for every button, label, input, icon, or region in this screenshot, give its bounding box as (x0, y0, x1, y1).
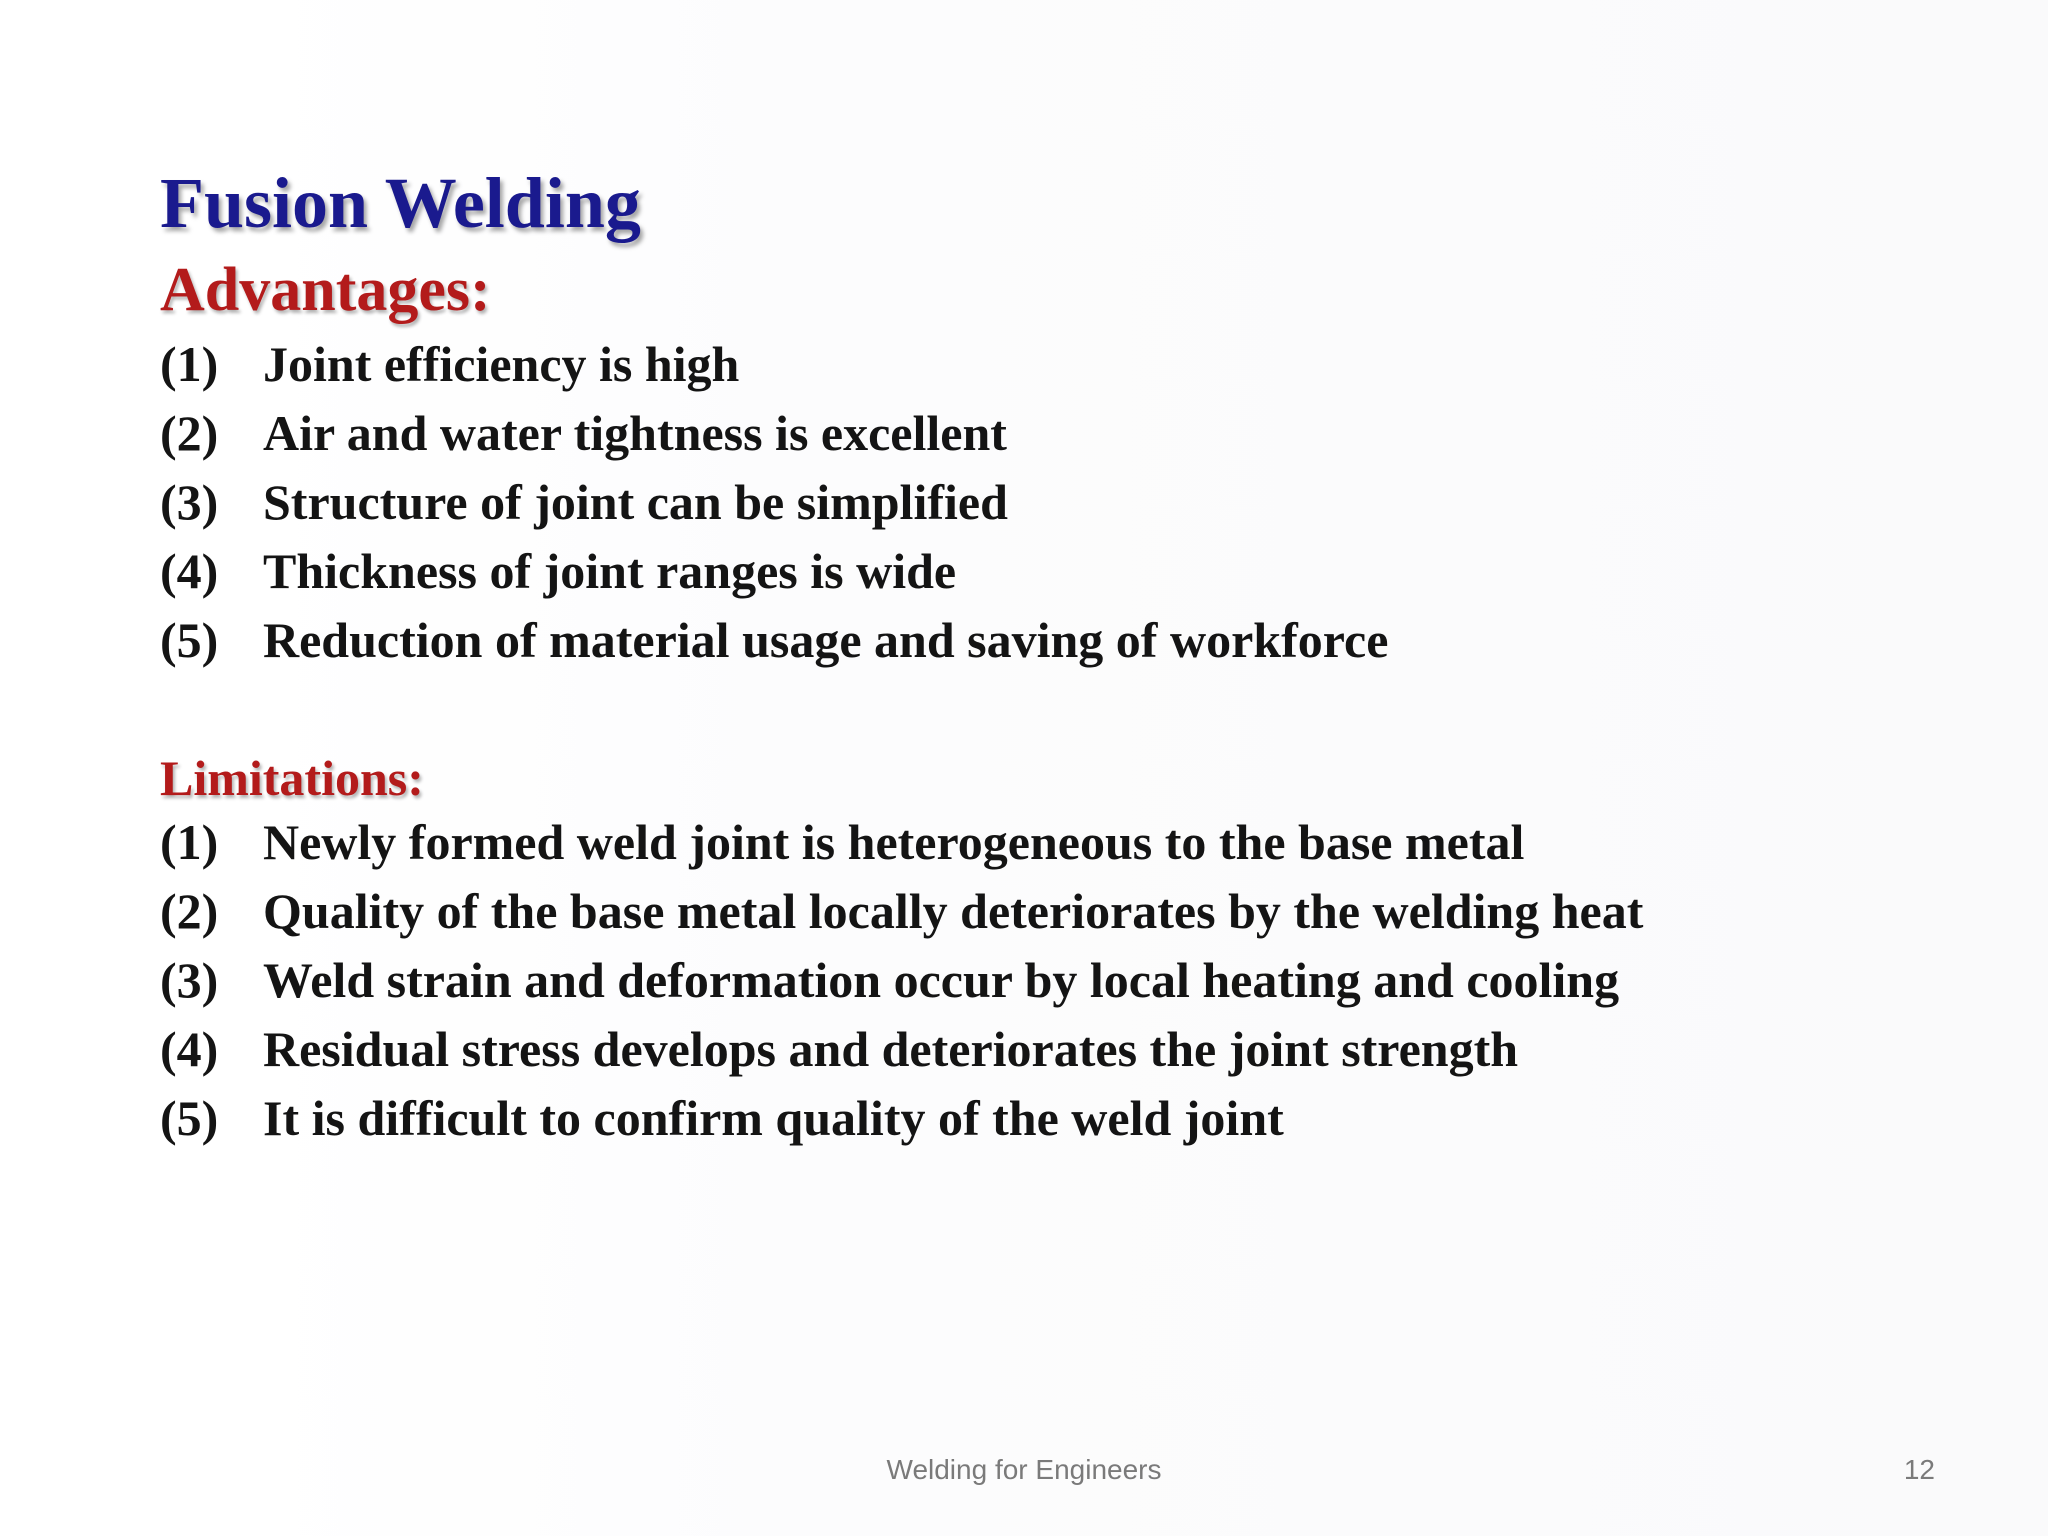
list-item (160, 877, 1643, 946)
item-text: Structure of joint can be simplified (263, 474, 1008, 530)
list-item (160, 399, 1388, 468)
list-item (160, 808, 1643, 877)
list-item (160, 1015, 1643, 1084)
item-number: (4) (160, 543, 219, 599)
list-item (160, 468, 1388, 537)
item-number: (1) (160, 336, 219, 392)
limitations-heading: Limitations: (160, 750, 424, 806)
item-text: Newly formed weld joint is heterogeneous to the base metal (263, 814, 1525, 870)
advantages-heading: Advantages: (160, 256, 491, 324)
item-text: Air and water tightness is excellent (263, 405, 1007, 461)
advantages-list (160, 330, 1388, 675)
item-text: Quality of the base metal locally deteriorates by the welding heat (263, 883, 1644, 939)
item-number: (2) (160, 883, 219, 939)
item-number: (2) (160, 405, 219, 461)
item-text: Joint efficiency is high (263, 336, 740, 392)
list-item (160, 946, 1643, 1015)
item-text: Residual stress develops and deteriorates the joint strength (263, 1021, 1519, 1077)
list-item (160, 537, 1388, 606)
item-number: (5) (160, 1090, 219, 1146)
limitations-list (160, 808, 1643, 1153)
item-text: Reduction of material usage and saving of workforce (263, 612, 1389, 668)
item-text: It is difficult to confirm quality of the weld joint (263, 1090, 1284, 1146)
item-text: Weld strain and deformation occur by local heating and cooling (263, 952, 1620, 1008)
item-number: (5) (160, 612, 219, 668)
item-number: (3) (160, 474, 219, 530)
list-item (160, 330, 1388, 399)
slide-title: Fusion Welding (160, 163, 641, 243)
item-text: Thickness of joint ranges is wide (263, 543, 957, 599)
footer-text: Welding for Engineers (886, 1454, 1162, 1485)
item-number: (4) (160, 1021, 219, 1077)
item-number: (1) (160, 814, 219, 870)
list-item (160, 1084, 1643, 1153)
list-item (160, 606, 1388, 675)
item-number: (3) (160, 952, 219, 1008)
page-number: 12 (1903, 1454, 1935, 1485)
